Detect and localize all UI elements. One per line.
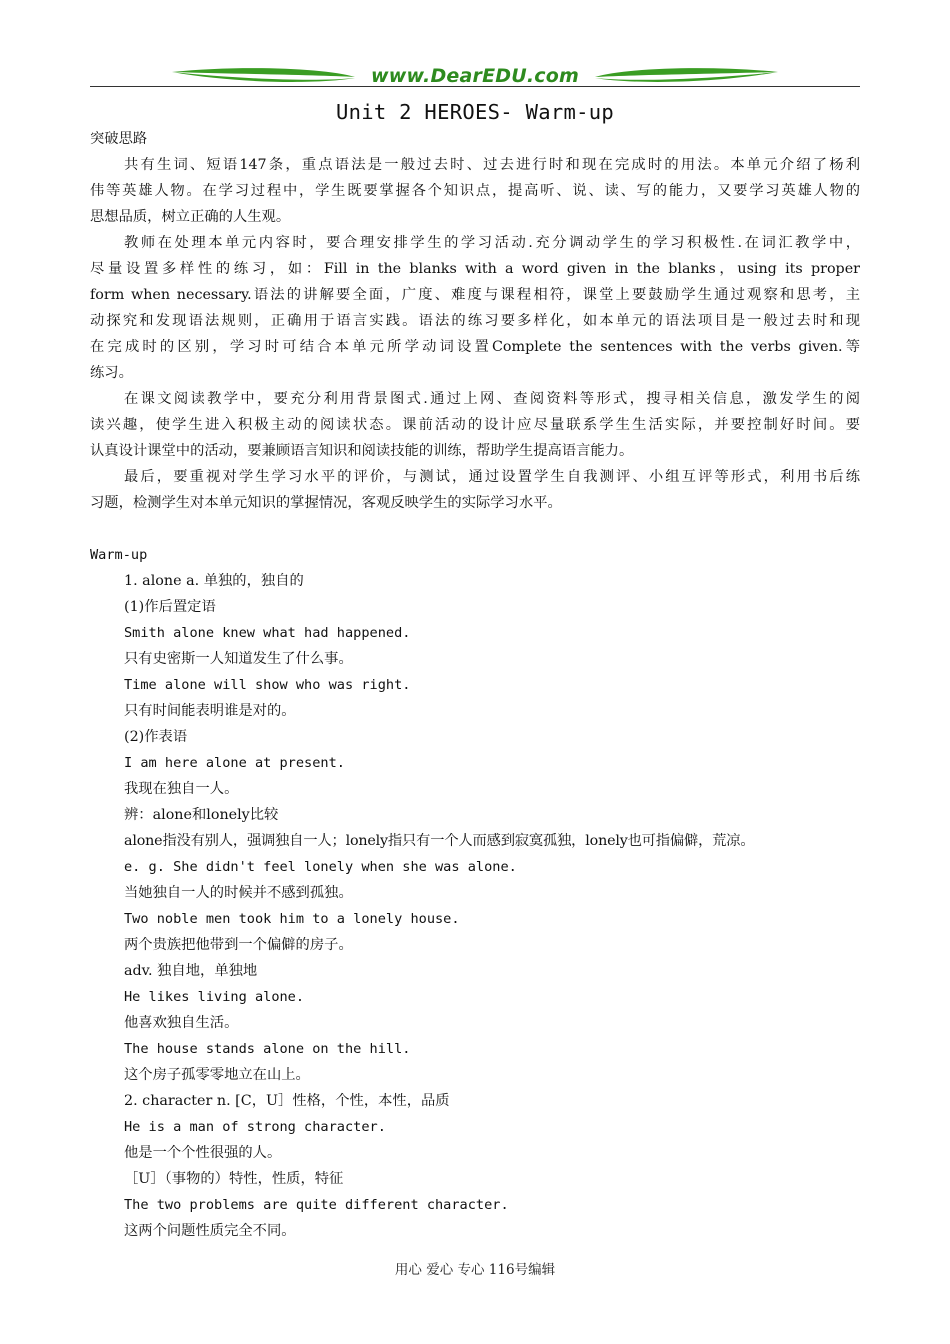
section-heading: 突破思路 <box>90 131 148 147</box>
example-translation: 他喜欢独自生活。 <box>124 1015 239 1031</box>
paragraph-line: 尽量设置多样性的练习，如：Fill in the blanks with a word given in the blanks，using its proper <box>90 261 860 277</box>
vocab-line: (1)作后置定语 <box>124 599 216 615</box>
paragraph-line: 共有生词、短语147条，重点语法是一般过去时、过去进行时和现在完成时的用法。本单元介绍了杨利 <box>124 157 860 173</box>
page-title: Unit 2 HEROES- Warm-up <box>335 100 615 124</box>
example-sentence: Time alone will show who was right. <box>124 677 411 693</box>
example-translation: 我现在独自一人。 <box>124 781 239 797</box>
example-translation: 只有时间能表明谁是对的。 <box>124 703 296 719</box>
vocab-line: adv. 独自地，单独地 <box>124 963 258 979</box>
paragraph-line: 动探究和发现语法规则，正确用于语言实践。语法的练习要多样化，如本单元的语法项目是一般过去时和现 <box>90 313 860 329</box>
example-translation: 这个房子孤零零地立在山上。 <box>124 1067 310 1083</box>
paragraph-line: 伟等英雄人物。在学习过程中，学生既要掌握各个知识点，提高听、说、读、写的能力，又要学习英雄人物的 <box>90 183 860 199</box>
example-sentence: The two problems are quite different character. <box>124 1197 509 1213</box>
example-sentence: The house stands alone on the hill. <box>124 1041 411 1057</box>
vocab-line: alone指没有别人，强调独自一人；lonely指只有一个人而感到寂寞孤独，lonely也可指偏僻，荒凉。 <box>124 833 755 849</box>
paragraph-line: 在完成时的区别，学习时可结合本单元所学动词设置Complete the sentences with the verbs given.等 <box>90 339 860 355</box>
example-translation: 两个贵族把他带到一个偏僻的房子。 <box>124 937 353 953</box>
blank-line <box>90 516 860 542</box>
paragraph-line: 读兴趣，使学生进入积极主动的阅读状态。课前活动的设计应尽量联系学生生活实际，并要控制好时间。要 <box>90 417 860 433</box>
example-translation: 他是一个个性很强的人。 <box>124 1145 282 1161</box>
paragraph-line: 教师在处理本单元内容时，要合理安排学生的学习活动.充分调动学生的学习积极性.在词汇教学中， <box>124 235 860 251</box>
vocab-line: 2. character n. [C，U］性格，个性，本性，品质 <box>124 1093 450 1109</box>
example-sentence: He is a man of strong character. <box>124 1119 386 1135</box>
paragraph-line: 认真设计课堂中的活动，要兼顾语言知识和阅读技能的训练，帮助学生提高语言能力。 <box>90 443 634 459</box>
site-logo-text: www.DearEDU.com <box>370 65 580 87</box>
example-sentence: He likes living alone. <box>124 989 305 1005</box>
paragraph-line: 习题，检测学生对本单元知识的掌握情况，客观反映学生的实际学习水平。 <box>90 495 562 511</box>
vocab-line: 辨：alone和lonely比较 <box>124 807 279 823</box>
example-translation: 这两个问题性质完全不同。 <box>124 1223 296 1239</box>
vocab-line: ［U］（事物的）特性，性质，特征 <box>124 1171 344 1187</box>
paragraph-line: 练习。 <box>90 365 133 381</box>
example-sentence: Two noble men took him to a lonely house. <box>124 911 460 927</box>
document-body <box>90 126 860 1244</box>
example-translation: 只有史密斯一人知道发生了什么事。 <box>124 651 353 667</box>
page-footer: 用心 爱心 专心 116号编辑 <box>394 1262 556 1278</box>
section-heading: Warm-up <box>90 547 148 563</box>
header-rule <box>90 86 860 87</box>
paragraph-line: 最后，要重视对学生学习水平的评价，与测试，通过设置学生自我测评、小组互评等形式，利用书后练 <box>124 469 860 485</box>
vocab-line: (2)作表语 <box>124 729 188 745</box>
paragraph-line: 思想品质，树立正确的人生观。 <box>90 209 291 225</box>
vocab-line: 1. alone a. 单独的，独自的 <box>124 573 304 589</box>
paragraph-line: 在课文阅读教学中，要充分利用背景图式.通过上网、查阅资料等形式，搜寻相关信息，激发学生的阅 <box>124 391 860 407</box>
paragraph-line: form when necessary.语法的讲解要全面，广度、难度与课程相符，课堂上要鼓励学生通过观察和思考，主 <box>90 287 860 303</box>
site-header-banner <box>90 62 860 92</box>
example-sentence: I am here alone at present. <box>124 755 345 771</box>
example-sentence: e. g. She didn't feel lonely when she was alone. <box>124 859 517 875</box>
example-translation: 当她独自一人的时候并不感到孤独。 <box>124 885 353 901</box>
example-sentence: Smith alone knew what had happened. <box>124 625 411 641</box>
